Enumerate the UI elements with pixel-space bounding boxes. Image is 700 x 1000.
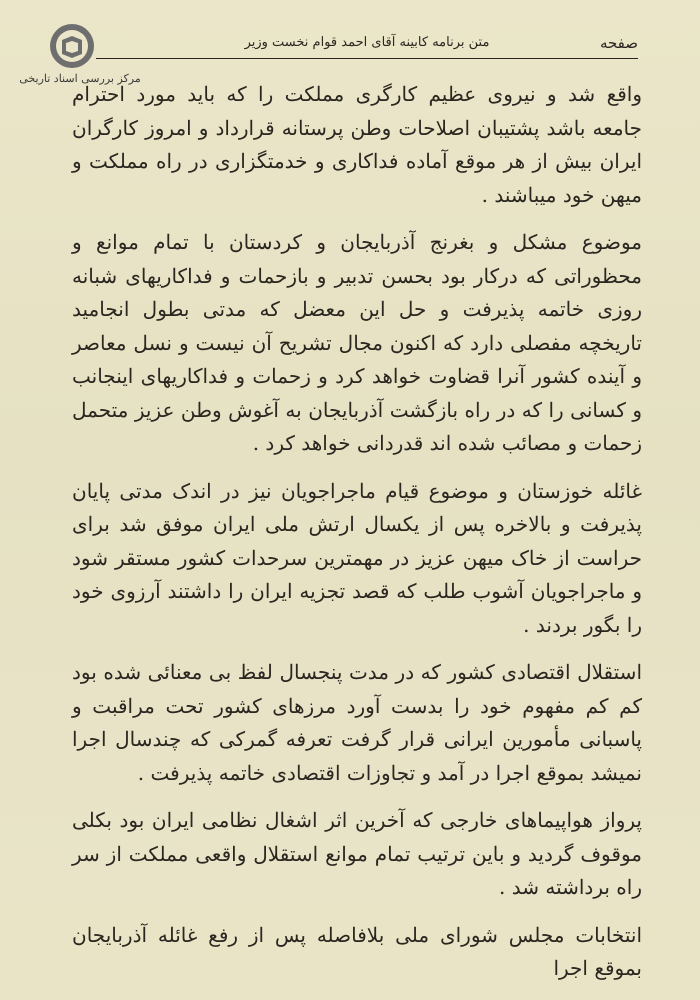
running-title: متن برنامه کابینه آقای احمد قوام نخست وزیر <box>244 35 490 50</box>
page-header <box>96 30 638 59</box>
paragraph-economic-independence: استقلال اقتصادی کشور که در مدت پنجسال لفظ بی معنائی شده بود کم کم مفهوم خود را بدست آورد مرزهای کشور تحت مراقبت و پاسبانی مأمورین ایرانی قرار گرفت تعرفه گمرکی که چندسال اجرا نمیشد بموقع اجرا در آمد و تجاوزات اقتصادی خاتمه پذیرفت . <box>72 660 643 785</box>
paragraph-workers: واقع شد و نیروی عظیم کارگری مملکت را که باید مورد احترام جامعه باشد پشتیبان اصلاحات وطن پرستانه قرارداد و امروز کارگران ایران بیش از هر موقع آماده فداکاری و خدمتگزاری در راه مملکت و میهن خود میباشند . <box>72 82 642 207</box>
paragraph-foreign-flights: پرواز هواپیماهای خارجی که آخرین اثر اشغال نظامی ایران بود بکلی موقوف گردید و باین ترتیب تمام موانع استقلال واقعی مملکت از سر راه برداشته شد . <box>72 808 642 899</box>
paragraph-azerbaijan: موضوع مشکل و بغرنج آذربایجان و کردستان با تمام موانع و محظوراتی که درکار بود بحسن تدبیر و بازحمات و فداکاریهای شبانه روزی خاتمه پذیرفت و حل این معضل که مدتی بطول انجامید تاریخچه مفصلی دارد که اکنون مجال تشریح آن نیست و نسل معاصر و آینده کشور آنرا قضاوت خواهد کرد و زحمات و فداکاریهای اینجانب و کسانی را که در راه بازگشت آذربایجان به آغوش وطن عزیز متحمل زحمات و مصائب شده اند قدردانی خواهد کرد . <box>72 230 642 455</box>
archive-logo-icon <box>48 22 96 70</box>
paragraph-khuzestan: غائله خوزستان و موضوع قیام ماجراجویان نیز در اندک مدتی پایان پذیرفت و بالاخره پس از یکسال ارتش ملی ایران موفق شد برای حراست از خاک میهن عزیز در مهمترین سرحدات کشور مستقر شود و ماجراجویان آشوب طلب که قصد تجزیه ایران را داشتند آرزوی خود را بگور بردند . <box>72 478 642 637</box>
paragraph-elections: انتخابات مجلس شورای ملی بلافاصله پس از رفع غائله آذربایجان بموقع اجرا <box>72 922 642 980</box>
archive-name: مرکز بررسی اسناد تاریخی <box>19 72 141 85</box>
body-text <box>72 78 642 1000</box>
page-label: صفحه <box>599 34 638 52</box>
